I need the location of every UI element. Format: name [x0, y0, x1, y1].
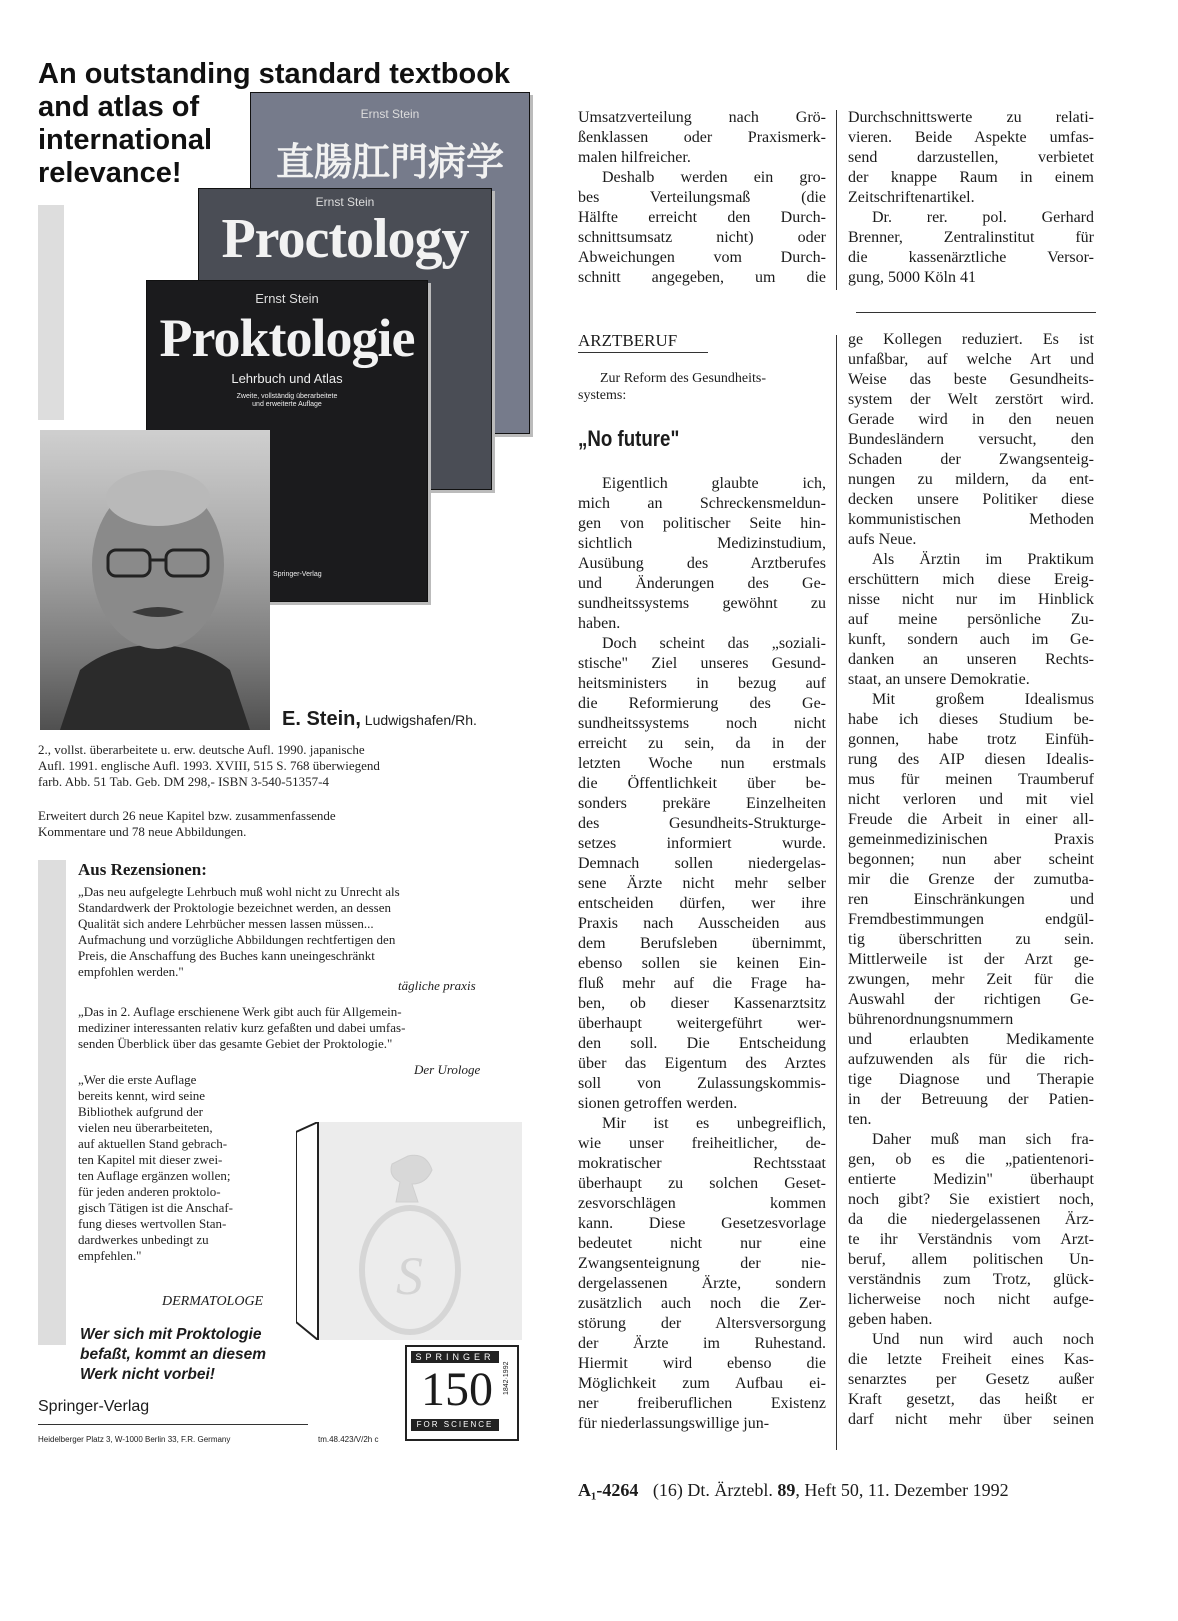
review-source: tägliche praxis: [398, 978, 476, 993]
text-line: zesvorschlägen kommen: [578, 1195, 826, 1212]
portrait-silhouette: [40, 430, 270, 730]
letter-column-1: [578, 474, 826, 1434]
springer-150-badge: [405, 1345, 519, 1441]
cta-line: Wer sich mit Proktologie: [80, 1326, 262, 1343]
publisher-name: Springer-Verlag: [38, 1398, 150, 1415]
review-line: „Das in 2. Auflage erschienene Werk gibt auch für Allgemein-: [78, 1004, 402, 1019]
text-line: Als Ärztin im Praktikum: [872, 551, 1094, 568]
text-line: Hiermit wird ebenso die: [578, 1355, 826, 1372]
text-line: geben haben.: [848, 1311, 933, 1328]
text-line: ebenso sollen sie keinen Ein-: [578, 955, 826, 972]
letter-intro: [578, 370, 767, 404]
text-line: Eigentlich glaubte ich,: [602, 475, 826, 492]
text-line: wie unser freiheitlicher, de-: [578, 1135, 826, 1152]
review-line: Preis, die Anschaffung des Buches kann uneingeschränkt: [78, 948, 375, 963]
text-line: zusätzlich auch noch die Zer-: [578, 1295, 826, 1312]
text-line: send darzustellen, verbietet: [848, 149, 1094, 166]
review-line: senden Überblick über das gesamte Gebiet der Proktologie.": [78, 1036, 393, 1051]
journal-volume: 89: [777, 1480, 796, 1500]
cta-line: befaßt, kommt an diesem: [80, 1346, 267, 1363]
page-footer: [578, 1480, 1009, 1501]
text-line: Fremdbestimmungen endgül-: [848, 911, 1094, 928]
text-line: sichtlich Medizinstudium,: [578, 535, 826, 552]
text-line: bes Verteilungsmaß (die: [578, 189, 826, 206]
author-portrait-photo: [40, 430, 270, 730]
prev-article-column-2: [848, 108, 1094, 288]
springer-book-graphic: [296, 1122, 522, 1340]
springer-emblem: [296, 1122, 522, 1340]
text-line: nisse nicht nur im Hinblick: [848, 591, 1094, 608]
text-line: rung des AIP diesen Idealis-: [848, 751, 1094, 768]
text-line: sundheitssystems gewöhnt zu: [578, 595, 826, 612]
text-line: für niederlassungswillige jun-: [578, 1415, 770, 1432]
review-quote: [78, 1004, 405, 1052]
book-subtitle: Lehrbuch und Atlas: [231, 371, 343, 386]
text-line: tige Diagnose und Therapie: [848, 1071, 1094, 1088]
text-line: darf nicht mehr über seinen: [848, 1411, 1094, 1428]
text-line: gen von politischer Seite hin-: [578, 515, 826, 532]
review-quote: [78, 1072, 233, 1264]
text-line: Durchschnittswerte zu relati-: [848, 109, 1094, 126]
details-line: Aufl. 1991. englische Aufl. 1993. XVIII, 515 S. 768 überwiegend: [38, 758, 380, 773]
book-details: [38, 742, 380, 790]
text-line: ten.: [848, 1111, 872, 1128]
text-line: kommunistischen Methoden: [848, 511, 1094, 528]
text-line: Deshalb werden ein gro-: [602, 169, 826, 186]
extension-line: Kommentare und 78 neue Abbildungen.: [38, 824, 247, 839]
issue-details: , Heft 50, 11. Dezember 1992: [795, 1480, 1009, 1500]
text-line: Hälfte erreicht den Durch-: [578, 209, 826, 226]
text-line: Brenner, Zentralinstitut für: [848, 229, 1094, 246]
text-line: Dr. rer. pol. Gerhard: [872, 209, 1094, 226]
text-line: licherweise noch nicht aufge-: [848, 1291, 1094, 1308]
text-line: verständnis zum Trotz, glück-: [848, 1271, 1094, 1288]
text-line: heitsministers in bezug auf: [578, 675, 826, 692]
text-line: ner freiberuflichen Existenz: [578, 1395, 826, 1412]
review-line: empfehlen.": [78, 1248, 142, 1263]
letter-title: „No future": [578, 426, 680, 451]
text-line: Gerade wird in den neuen: [848, 411, 1094, 428]
text-line: tig überschritten zu sein.: [848, 931, 1094, 948]
review-line: fung dieses wertvollen Stan-: [78, 1216, 227, 1231]
text-line: in der Betreuung der Patien-: [848, 1091, 1094, 1108]
book-title: Proctology: [221, 208, 469, 270]
text-line: te ihr Verständnis vom Arzt-: [848, 1231, 1094, 1248]
text-line: sionen getroffen werden.: [578, 1095, 738, 1112]
text-line: auf meine persönliche Zu-: [848, 611, 1094, 628]
text-line: nungen zu mildern, da ent-: [848, 471, 1094, 488]
review-line: gisch Tätigen ist die Anschaf-: [78, 1200, 234, 1215]
text-line: schnittsumsatz nicht) oder: [578, 229, 826, 246]
text-line: überhaupt weitergeführt wer-: [578, 1015, 826, 1032]
ad-headline: [38, 58, 538, 190]
text-line: schnitt angegeben, um die: [578, 269, 826, 286]
text-line: störung der Altersversorgung: [578, 1315, 826, 1332]
text-line: haben.: [578, 615, 621, 632]
text-line: gen, ob es die „patientenori-: [848, 1151, 1094, 1168]
text-line: bedeutet nicht nur eine: [578, 1235, 826, 1252]
text-line: sundheitssystems noch nicht: [578, 715, 826, 732]
extension-line: Erweitert durch 26 neue Kapitel bzw. zusammenfassende: [38, 808, 336, 823]
text-line: mich an Schreckensmeldun-: [578, 495, 826, 512]
author-city: Ludwigshafen/Rh.: [364, 712, 477, 728]
text-line: dem Berufsleben übernimmt,: [578, 935, 826, 952]
author-caption: [282, 708, 477, 731]
text-line: des Gesundheits-Strukturge-: [578, 815, 826, 832]
text-line: stische" Ziel unseres Gesund-: [578, 655, 826, 672]
text-line: gemeinmedizinischen Praxis: [848, 831, 1094, 848]
text-line: erreicht zu sein, da in der: [578, 735, 826, 752]
text-line: überhaupt zu solchen Geset-: [578, 1175, 826, 1192]
headline-line: An outstanding standard textbook: [38, 58, 511, 90]
text-line: kann. Diese Gesetzesvorlage: [578, 1215, 826, 1232]
text-line: danken an unseren Rechts-: [848, 651, 1094, 668]
text-line: sene Ärzte nicht mehr selber: [578, 875, 826, 892]
text-line: decken unsere Politiker diese: [848, 491, 1094, 508]
author-name: E. Stein,: [282, 708, 361, 730]
text-line: Umsatzverteilung nach Grö-: [578, 109, 826, 126]
column-rule: [836, 335, 837, 1450]
text-line: Zwangsenteignung der nie-: [578, 1255, 826, 1272]
text-line: Auswahl der richtigen Ge-: [848, 991, 1094, 1008]
text-line: Zeitschriftenartikel.: [848, 189, 975, 206]
review-source: DERMATOLOGE: [162, 1294, 264, 1309]
text-line: staat, an unsere Demokratie.: [848, 671, 1030, 688]
review-line: auf aktuellen Stand gebrach-: [78, 1136, 228, 1151]
text-line: ßenklassen oder Praxismerk-: [578, 129, 826, 146]
text-line: Freude die Arbeit in einer all-: [848, 811, 1094, 828]
text-line: Praxis nach Ausscheiden aus: [578, 915, 826, 932]
text-line: den soll. Die Entscheidung: [578, 1035, 826, 1052]
order-code: tm.48.423/V/2h c: [318, 1435, 379, 1444]
text-line: sonders prekäre Einzelheiten: [578, 795, 826, 812]
details-line: 2., vollst. überarbeitete u. erw. deutsche Aufl. 1990. japanische: [38, 742, 365, 757]
text-line: der Ärzte im Ruhestand.: [578, 1335, 826, 1352]
text-line: letzten Woche nun erstmals: [578, 755, 826, 772]
letter-column-2: [848, 330, 1094, 1430]
text-line: gung, 5000 Köln 41: [848, 269, 976, 286]
svg-text:S: S: [396, 1246, 423, 1306]
review-line: ten Kapitel mit dieser zwei-: [78, 1152, 223, 1167]
review-line: Qualität sich andere Lehrbücher messen lassen müssen...: [78, 916, 374, 931]
book-author: Ernst Stein: [360, 107, 420, 121]
review-line: empfohlen werden.": [78, 964, 184, 979]
text-line: ge Kollegen reduziert. Es ist: [848, 331, 1094, 348]
text-line: ben, ob dieser Kassenarztsitz: [578, 995, 826, 1012]
text-line: mus für meinen Traumberuf: [848, 771, 1094, 788]
reviews-heading: Aus Rezensionen:: [78, 860, 207, 879]
text-line: system der Welt zerstört wird.: [848, 391, 1094, 408]
book-edition-line: und erweiterte Auflage: [252, 401, 322, 408]
call-to-action: [80, 1325, 300, 1385]
text-line: kunft, sondern auch im Ge-: [848, 631, 1094, 648]
review-line: für jeden anderen proktolo-: [78, 1184, 221, 1199]
book-publisher: Springer-Verlag: [273, 571, 322, 578]
review-quote: [78, 884, 400, 980]
text-line: entscheiden dürfen, wer ihre: [578, 895, 826, 912]
text-line: ren Einschränkungen und: [848, 891, 1094, 908]
text-line: mokratischer Rechtsstaat: [578, 1155, 826, 1172]
text-line: Schaden der Zwangsenteig-: [848, 451, 1094, 468]
cta-line: Werk nicht vorbei!: [80, 1366, 215, 1383]
text-line: Mir ist es unbegreiflich,: [602, 1115, 826, 1132]
text-line: Und nun wird auch noch: [872, 1331, 1094, 1348]
text-line: unfaßbar, auf welche Art und: [848, 351, 1094, 368]
text-line: soll von Zulassungskommis-: [578, 1075, 826, 1092]
text-line: Doch scheint das „soziali-: [602, 635, 826, 652]
text-line: malen hilfreicher.: [578, 149, 691, 166]
text-line: beruf, allem politischen Un-: [848, 1251, 1094, 1268]
review-line: ten Auflage ergänzen wollen;: [78, 1168, 231, 1183]
decorative-bar: [38, 205, 64, 420]
badge-years: 1842·1992: [503, 1361, 510, 1395]
text-line: noch gibt? Sie existiert noch,: [848, 1191, 1094, 1208]
text-line: Möglichkeit zum Aufbau ei-: [578, 1375, 826, 1392]
review-line: mediziner interessanten relativ kurz gefaßten und dabei umfas-: [78, 1020, 406, 1035]
review-line: „Wer die erste Auflage: [78, 1072, 197, 1087]
text-line: mir die Grenze der zumutba-: [848, 871, 1094, 888]
text-line: die letzte Freiheit eines Kas-: [848, 1351, 1094, 1368]
review-line: vielen neu überarbeiteten,: [78, 1120, 213, 1135]
headline-line: and atlas of: [38, 91, 200, 123]
text-line: Ausübung des Arztberufes: [578, 555, 826, 572]
text-line: fluß mehr auf die Frage ha-: [578, 975, 826, 992]
text-line: erschüttern mich diese Ereig-: [848, 571, 1094, 588]
prev-article-column-1: [578, 108, 826, 288]
text-line: aufs Neue.: [848, 531, 917, 548]
book-extension-note: [38, 808, 336, 840]
text-line: Weise das beste Gesundheits-: [848, 371, 1094, 388]
text-line: da die niedergelassenen Ärz-: [848, 1211, 1094, 1228]
text-line: und Änderungen des Ge-: [578, 575, 826, 592]
book-title: Proktologie: [159, 308, 415, 368]
text-line: und erlaubten Medikamente: [848, 1031, 1094, 1048]
review-line: Standardwerk der Proktologie bezeichnet werden, an dessen: [78, 900, 391, 915]
text-line: zwungen, mehr Zeit für die: [848, 971, 1094, 988]
divider: [38, 1424, 308, 1425]
text-line: Mit großem Idealismus: [872, 691, 1094, 708]
text-line: habe ich dieses Studium be-: [848, 711, 1094, 728]
book-author: Ernst Stein: [315, 195, 375, 209]
review-line: dardwerkes unbedingt zu: [78, 1232, 209, 1247]
text-line: Abweichungen vom Durch-: [578, 249, 826, 266]
text-line: bührenordnungsnummern: [848, 1011, 1014, 1028]
text-line: die Öffentlichkeit über be-: [578, 775, 826, 792]
text-line: entierte Medizin" überhaupt: [848, 1171, 1094, 1188]
text-line: Bundesländern versucht, den: [848, 431, 1094, 448]
badge-bottom: FOR SCIENCE: [411, 1419, 499, 1431]
text-line: aufzuwenden als für die rich-: [848, 1051, 1094, 1068]
text-line: begonnen; nun aber scheint: [848, 851, 1094, 868]
journal-issue: (16) Dt. Ärztebl.: [652, 1480, 773, 1500]
decorative-bar: [38, 860, 66, 1345]
text-line: nicht verloren und mit viel: [848, 791, 1094, 808]
text-line: die Reformierung des Ge-: [578, 695, 826, 712]
publisher-address: Heidelberger Platz 3, W-1000 Berlin 33, F.R. Germany: [38, 1435, 231, 1444]
review-line: bereits kennt, wird seine: [78, 1088, 206, 1103]
review-source: Der Urologe: [414, 1062, 481, 1077]
page-reference: A₁-4264: [578, 1480, 639, 1500]
column-rule: [836, 110, 837, 290]
text-line: setzes informiert wurde.: [578, 835, 826, 852]
details-line: farb. Abb. 51 Tab. Geb. DM 298,- ISBN 3-540-51357-4: [38, 774, 329, 789]
review-line: Bibliothek aufgrund der: [78, 1104, 203, 1119]
review-line: Aufmachung und vorzügliche Abbildungen rechtfertigen den: [78, 932, 396, 947]
intro-line: Zur Reform des Gesundheits-: [600, 371, 767, 386]
article-end-rule: [856, 312, 1096, 313]
section-heading: ARZTBERUF: [578, 330, 708, 353]
text-line: die kassenärztliche Versor-: [848, 249, 1094, 266]
badge-number: 150: [421, 1363, 493, 1416]
badge-top: SPRINGER: [411, 1351, 499, 1363]
text-line: Demnach sollen niedergelas-: [578, 855, 826, 872]
text-line: senarztes per Gesetz außer: [848, 1371, 1094, 1388]
intro-line: systems:: [578, 388, 627, 403]
text-line: gonnen, habe trotz Einfüh-: [848, 731, 1094, 748]
headline-line: international: [38, 124, 213, 156]
review-line: „Das neu aufgelegte Lehrbuch muß wohl nicht zu Unrecht als: [78, 884, 400, 899]
text-line: dergelassenen Ärzte, sondern: [578, 1275, 826, 1292]
text-line: der knappe Raum in einem: [848, 169, 1094, 186]
text-line: über das Eigentum des Arztes: [578, 1055, 826, 1072]
headline-line: relevance!: [38, 157, 182, 189]
text-line: vieren. Beide Aspekte umfas-: [848, 129, 1094, 146]
text-line: Daher muß man sich fra-: [872, 1131, 1094, 1148]
book-author: Ernst Stein: [255, 291, 319, 306]
book-edition-line: Zweite, vollständig überarbeitete: [236, 393, 338, 400]
book-title: 直腸肛門病学: [275, 140, 504, 184]
text-line: Kraft gesetzt, das heißt er: [848, 1391, 1094, 1408]
text-line: Mittlerweile ist der Arzt ge-: [848, 951, 1094, 968]
